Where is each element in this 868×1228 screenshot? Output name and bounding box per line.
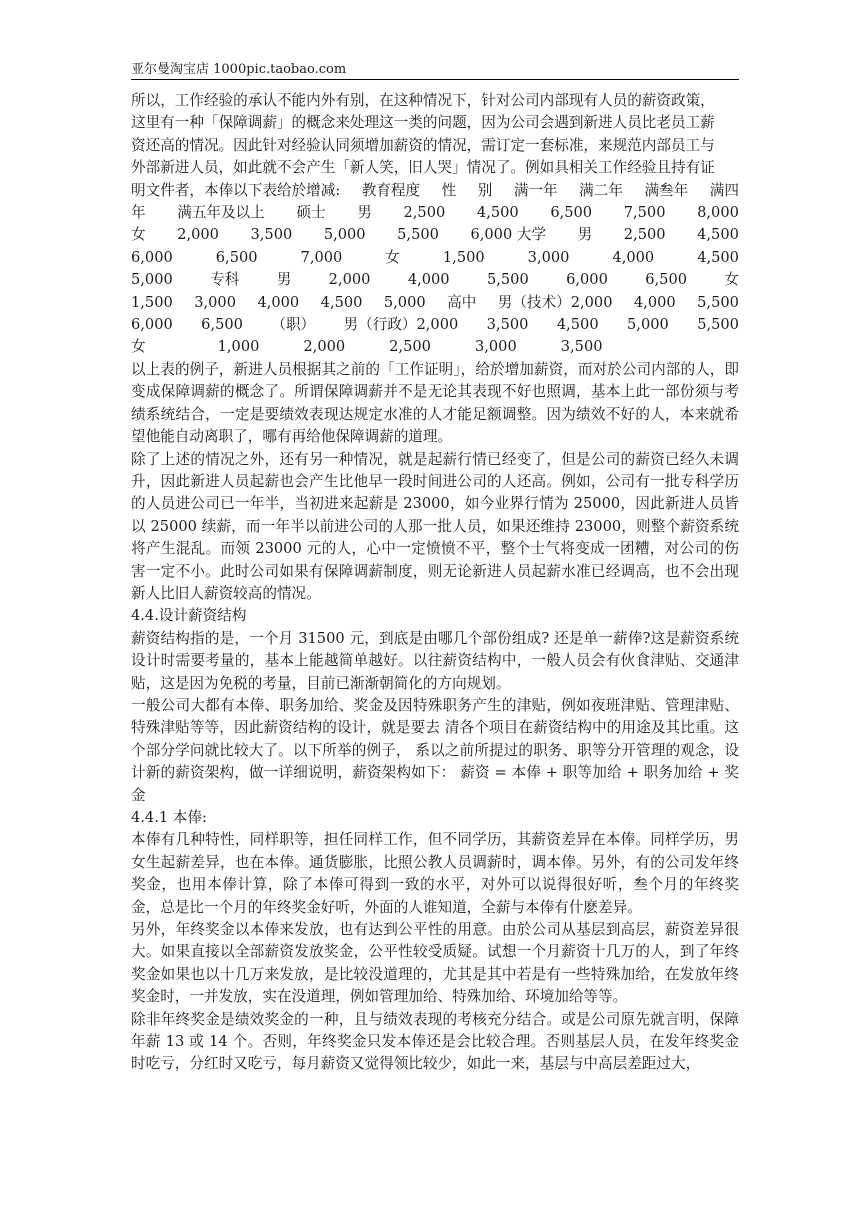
paragraph-year-end-bonus: 另外，年终奖金以本俸来发放，也有达到公平性的用意。由於公司从基层到高层，薪资差异很大。如果直接以全部薪资发放奖金，公平性较受质疑。试想一个月薪资十几万的人，到了年终奖金如果也以十几万来发放，是比较没道理的，尤其是其中若是有一些特殊加给，在发放年终奖金时，一并发放，实在没道理，例如管理加给、特殊加给、环境加给等等。 [131, 921, 739, 1006]
section-heading-4-4-1: 4.4.1 本俸: [131, 809, 207, 826]
paragraph-example: 以上表的例子，新进人员根据其之前的「工作证明」，给於增加薪资，而对於公司内部的人，即变成保障调薪的概念了。所谓保障调薪并不是无论其表现不好也照调，基本上此一部份须与考绩系统结合，一定是要绩效表现达规定水准的人才能足额调整。因为绩效不好的人，本来就希望他能自动离职了，哪有再给他保障调薪的道理。 [131, 360, 739, 446]
paragraph-general-company: 一般公司大都有本俸、职务加给、奖金及因特殊职务产生的津贴，例如夜班津贴、管理津贴、特殊津贴等等，因此薪资结构的设计，就是要去 清各个项目在薪资结构中的用途及其比重。这个部分学问就比较大了。以下所举的例子， 系以之前所提过的职务、职等分开管理的观念，设计新的薪资架构，做一详细说明，薪资架构如下： 薪资 = 本俸 + 职等加给 + 职务加给 + 奖金 [131, 696, 739, 804]
table-row: 女 2,000 3,500 5,000 5,500 6,000 大学 男 2,500 4,500 [131, 226, 739, 244]
page-header: 亚尔曼淘宝店 1000pic.taobao.com [131, 62, 347, 77]
paragraph-other-case: 除了上述的情况之外，还有另一种情况，就是起薪行情已经变了，但是公司的薪资已经久未调升，因此新进人员起薪也会产生比他早一段时间进公司的人还高。例如，公司有一批专科学历的人员进公司已一年半，当初进来起薪是 23000，如今业界行情为 25000，因此新进人员皆以 25000 续薪，而一年半以前进公司的人那一批人员，如果还维持 23000，则整个薪资系统将产生混乱。而领 23000 元的人，心中一定愤愤不平，整个士气将变成一团糟，对公司的伤害一定不小。此时公司如果有保障调薪制度，则无论新进人员起薪水准已经调高，也不会出现新人比旧人薪资较高的情况。 [131, 450, 739, 602]
table-row: 5,000 专科 男 2,000 4,000 5,500 6,000 6,500 女 [131, 271, 739, 289]
paragraph-intro-line-4: 外部新进人员，如此就不会产生「新人笑，旧人哭」情况了。例如具相关工作经验且持有证 [131, 159, 715, 177]
document-body [131, 90, 739, 1076]
table-row-last: 女 1,000 2,000 2,500 3,000 3,500 [131, 338, 603, 356]
table-row: 1,500 3,000 4,000 4,500 5,000 高中 男（技术）2,000 4,000 5,500 [131, 293, 739, 311]
section-heading-4-4: 4.4.设计薪资结构 [131, 607, 247, 625]
paragraph-salary-structure: 薪资结构指的是，一个月 31500 元，到底是由哪几个部份组成? 还是单一薪俸?这是薪资系统设计时需要考量的，基本上能越简单越好。以往薪资结构中，一般人员会有伙食津贴、交通津贴，这是因为免税的考量，目前已渐渐朝简化的方向规划。 [131, 629, 739, 692]
header-rule [131, 79, 739, 80]
paragraph-intro-line-1: 所以，工作经验的承认不能内外有别，在这种情况下，针对公司内部现有人员的薪资政策， [131, 92, 715, 109]
table-row: 年 满五年及以上 硕士 男 2,500 4,500 6,500 7,500 8,000 [131, 204, 739, 222]
table-row: 明文件者，本俸以下表给於增减: 教育程度 性 别 满一年 满二年 满叁年 满四 [131, 181, 739, 199]
paragraph-intro-line-3: 资还高的情况。因此针对经验认同须增加薪资的情况，需订定一套标准，来规范内部员工与 [131, 136, 715, 154]
paragraph-performance-bonus: 除非年终奖金是绩效奖金的一种，且与绩效表现的考核充分结合。或是公司原先就言明，保障年薪 13 或 14 个。否则，年终奖金只发本俸还是会比较合理。否则基层人员，在发年终奖金时吃亏，分红时又吃亏，每月薪资又觉得领比较少，如此一来，基层与中高层差距过大， [131, 1010, 739, 1073]
table-row: 6,000 6,500 （职） 男（行政）2,000 3,500 4,500 5,000 5,500 [131, 316, 739, 334]
paragraph-intro-line-2: 这里有一种「保障调薪」的概念来处理这一类的问题，因为公司会遇到新进人员比老员工薪 [131, 114, 715, 132]
table-row: 6,000 6,500 7,000 女 1,500 3,000 4,000 4,500 [131, 248, 739, 266]
paragraph-base-salary: 本俸有几种特性，同样职等，担任同样工作，但不同学历，其薪资差异在本俸。同样学历，男女生起薪差异，也在本俸。通货膨胀，比照公教人员调薪时，调本俸。另外，有的公司发年终奖金，也用本俸计算，除了本俸可得到一致的水平，对外可以说得很好听，叁个月的年终奖金，总是比一个月的年终奖金好听，外面的人谁知道，全薪与本俸有什麽差异。 [131, 831, 739, 916]
